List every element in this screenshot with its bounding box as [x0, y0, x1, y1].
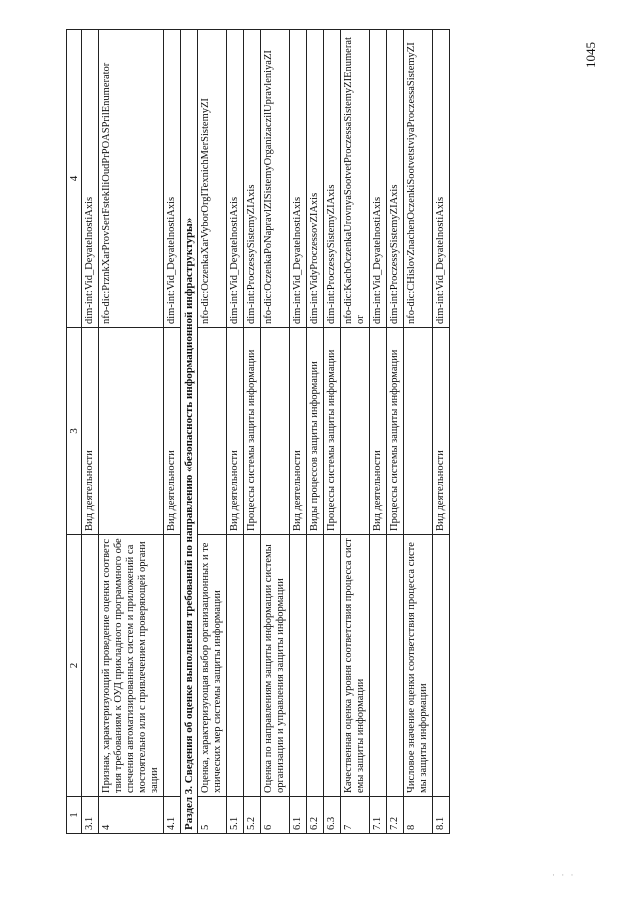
data-table — [66, 29, 450, 834]
cell-col-2 — [387, 535, 404, 797]
cell-col-3 — [198, 328, 227, 535]
rotated-table-container — [66, 37, 586, 834]
cell-col-2: Оценка по направлениям защиты информации системы организации и управления защиты информации — [261, 535, 290, 797]
cell-col-3: Вид деятельности — [82, 328, 99, 535]
cell-col-4: dim-int:ProczessySistemyZIAxis — [244, 30, 261, 328]
table-row — [341, 30, 370, 834]
cell-col-4: dim-int:Vid_DeyatelnostiAxis — [227, 30, 244, 328]
cell-col-3: Вид деятельности — [227, 328, 244, 535]
cell-col-3: Вид деятельности — [290, 328, 307, 535]
cell-col-1: 4 — [99, 797, 164, 834]
cell-col-4: dim-int:Vid_DeyatelnostiAxis — [164, 30, 181, 328]
cell-col-4: dim-int:Vid_DeyatelnostiAxis — [370, 30, 387, 328]
table-row — [227, 30, 244, 834]
table-row — [82, 30, 99, 834]
cell-col-4: dim-int:ProczessySistemyZIAxis — [324, 30, 341, 328]
cell-col-2 — [307, 535, 324, 797]
cell-col-3: Процессы системы защиты информации — [387, 328, 404, 535]
table-body — [67, 30, 450, 834]
header-cell-2: 2 — [67, 535, 82, 797]
cell-col-1: 7 — [341, 797, 370, 834]
table-row — [404, 30, 433, 834]
cell-col-4: nfo-dic:PrznkXarProvSertFstekIliOudPrPOASPrilEnumerator — [99, 30, 164, 328]
header-cell-1: 1 — [67, 797, 82, 834]
table-row — [198, 30, 227, 834]
header-row — [67, 30, 82, 834]
table-row — [164, 30, 181, 834]
cell-col-4: dim-int:Vid_DeyatelnostiAxis — [290, 30, 307, 328]
cell-col-4: nfo-dic:OczenkaXarVyborOrgITexnichMerSistemyZI — [198, 30, 227, 328]
cell-col-2 — [82, 535, 99, 797]
cell-col-4: dim-int:VidyProczessovZIAxis — [307, 30, 324, 328]
table-row — [433, 30, 450, 834]
header-cell-4: 4 — [67, 30, 82, 328]
cell-col-1: 7.2 — [387, 797, 404, 834]
cell-col-2 — [290, 535, 307, 797]
table-row — [370, 30, 387, 834]
cell-col-3: Процессы системы защиты информации — [244, 328, 261, 535]
section-number: Раздел 3. — [183, 785, 195, 830]
section-row — [181, 30, 198, 834]
cell-col-2 — [370, 535, 387, 797]
cell-col-2 — [227, 535, 244, 797]
cell-col-1: 8.1 — [433, 797, 450, 834]
cell-col-1: 8 — [404, 797, 433, 834]
cell-col-1: 6.3 — [324, 797, 341, 834]
section-heading — [181, 30, 198, 834]
margin-mark: · · · — [552, 870, 576, 880]
cell-col-2 — [164, 535, 181, 797]
cell-col-3: Виды процессов защиты информации — [307, 328, 324, 535]
cell-col-2: Числовое значение оценки соответствия процесса системы защиты информации — [404, 535, 433, 797]
cell-col-4: dim-int:Vid_DeyatelnostiAxis — [82, 30, 99, 328]
cell-col-2 — [324, 535, 341, 797]
cell-col-2: Признак, характеризующий проведение оценки соответствия требованиям к ОУД прикладного программного обеспечения автоматизированных систем и приложений самостоятельно или с привлечением проверяющей организации — [99, 535, 164, 797]
cell-col-4: nfo-dic:CHislovZnachenOczenkiSootvetstviyaProczessaSistemyZI — [404, 30, 433, 328]
cell-col-3 — [341, 328, 370, 535]
header-cell-3: 3 — [67, 328, 82, 535]
cell-col-3: Вид деятельности — [164, 328, 181, 535]
cell-col-1: 6.1 — [290, 797, 307, 834]
table-row — [290, 30, 307, 834]
table-row — [99, 30, 164, 834]
cell-col-1: 4.1 — [164, 797, 181, 834]
table-row — [244, 30, 261, 834]
cell-col-3 — [404, 328, 433, 535]
table-row — [387, 30, 404, 834]
cell-col-1: 6.2 — [307, 797, 324, 834]
cell-col-3 — [261, 328, 290, 535]
cell-col-4: dim-int:Vid_DeyatelnostiAxis — [433, 30, 450, 328]
cell-col-2 — [433, 535, 450, 797]
cell-col-3: Вид деятельности — [433, 328, 450, 535]
cell-col-4: nfo-dic:KachOczenkaUrovnyaSootvetProczessaSistemyZIEnumerator — [341, 30, 370, 328]
table-row — [324, 30, 341, 834]
cell-col-4: dim-int:ProczessySistemyZIAxis — [387, 30, 404, 328]
section-title: Сведения об оценке выполнения требований по направлению «безопасность информационной инфраструктуры» — [183, 217, 195, 784]
table-row — [261, 30, 290, 834]
cell-col-1: 3.1 — [82, 797, 99, 834]
cell-col-1: 6 — [261, 797, 290, 834]
cell-col-1: 5.2 — [244, 797, 261, 834]
cell-col-2: Качественная оценка уровня соответствия процесса системы защиты информации — [341, 535, 370, 797]
page-number: 1045 — [583, 42, 598, 68]
table-row — [307, 30, 324, 834]
cell-col-3: Процессы системы защиты информации — [324, 328, 341, 535]
cell-col-3 — [99, 328, 164, 535]
cell-col-2: Оценка, характеризующая выбор организационных и технических мер системы защиты информации — [198, 535, 227, 797]
cell-col-3: Вид деятельности — [370, 328, 387, 535]
cell-col-2 — [244, 535, 261, 797]
cell-col-1: 7.1 — [370, 797, 387, 834]
cell-col-4: nfo-dic:OczenkaPoNapravlZISistemyOrganizaczilUpravleniyaZI — [261, 30, 290, 328]
cell-col-1: 5.1 — [227, 797, 244, 834]
cell-col-1: 5 — [198, 797, 227, 834]
